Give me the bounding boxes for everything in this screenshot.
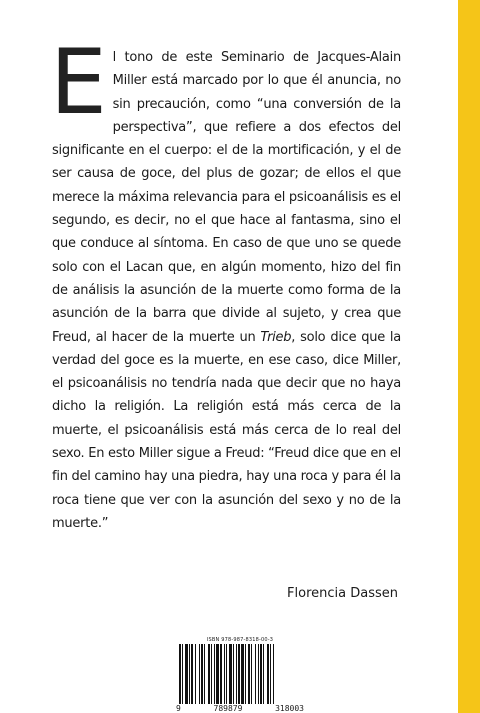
- isbn-label: ISBN 978-987-8318-00-3: [206, 637, 274, 643]
- barcode-bar: [179, 644, 181, 704]
- barcode-bar: [189, 644, 190, 704]
- barcode-bar: [241, 644, 244, 704]
- isbn-barcode: [176, 636, 304, 713]
- barcode-bar: [191, 644, 193, 704]
- barcode-bar: [216, 644, 219, 704]
- barcode-bar: [245, 644, 246, 704]
- barcode-bars: [176, 644, 304, 704]
- author-signature: Florencia Dassen: [287, 586, 398, 601]
- barcode-digit-group: 9: [176, 704, 181, 713]
- barcode-bar: [208, 644, 210, 704]
- paragraph-first: l tono de este Seminario de Jacques-Alain Miller está marcado por lo que él anuncia, no sin precaución, como “una conversión de la perspectiva”, que refiere a dos efectos del significante en el cuerpo: el de la mortificación, y el de ser causa de goce, del plus de gozar; de ellos el que merece la máxima relevancia para el psicoanálisis es el segundo, es decir, no el que hace al fantasma, sino el que conduce al síntoma. En caso de que uno se quede solo con el Lacan que, en algún momento, hizo del fin de análisis la asunción de la muerte como forma de la asunción de la barra que divide al sujeto, y crea que Freud, al hacer de la muerte un: [52, 50, 401, 345]
- barcode-bar: [263, 644, 264, 704]
- dropcap-letter: E: [50, 30, 107, 135]
- barcode-bar: [255, 644, 256, 704]
- barcode-bar: [267, 644, 269, 704]
- barcode-bar: [182, 644, 183, 704]
- barcode-bar: [270, 644, 271, 704]
- barcode-bar: [211, 644, 212, 704]
- barcode-bar: [199, 644, 200, 704]
- barcode-bar: [201, 644, 203, 704]
- barcode-digit-group: 318003: [275, 704, 304, 713]
- barcode-bar: [273, 644, 274, 704]
- barcode-bar: [195, 644, 196, 704]
- barcode-bar: [185, 644, 188, 704]
- barcode-bar: [233, 644, 234, 704]
- barcode-bar: [229, 644, 232, 704]
- paragraph-rest: , solo dice que la verdad del goce es la muerte, en ese caso, dice Miller, el psicoanálisis no tendría nada que decir que no haya dicho la religión. La religión está más cerca de la muerte, el psicoanálisis está más cerca de lo real del sexo. En esto Miller sigue a Freud: “Freud dice que en el fin del camino hay una piedra, hay una roca y para él la roca tiene que ver con la asunción del sexo y no de la muerte.”: [52, 329, 401, 531]
- barcode-bar: [226, 644, 227, 704]
- barcode-bar: [260, 644, 262, 704]
- italic-word: Trieb: [260, 329, 292, 345]
- yellow-side-stripe: [458, 0, 480, 713]
- barcode-bar: [251, 644, 252, 704]
- barcode-bar: [248, 644, 250, 704]
- barcode-bar: [220, 644, 222, 704]
- barcode-bar: [214, 644, 215, 704]
- barcode-bar: [238, 644, 240, 704]
- barcode-digits: [176, 704, 304, 713]
- barcode-bar: [258, 644, 259, 704]
- barcode-digit-group: 789879: [213, 704, 243, 713]
- barcode-bar: [204, 644, 205, 704]
- back-cover-text: [50, 30, 401, 535]
- barcode-bar: [224, 644, 225, 704]
- barcode-bar: [236, 644, 237, 704]
